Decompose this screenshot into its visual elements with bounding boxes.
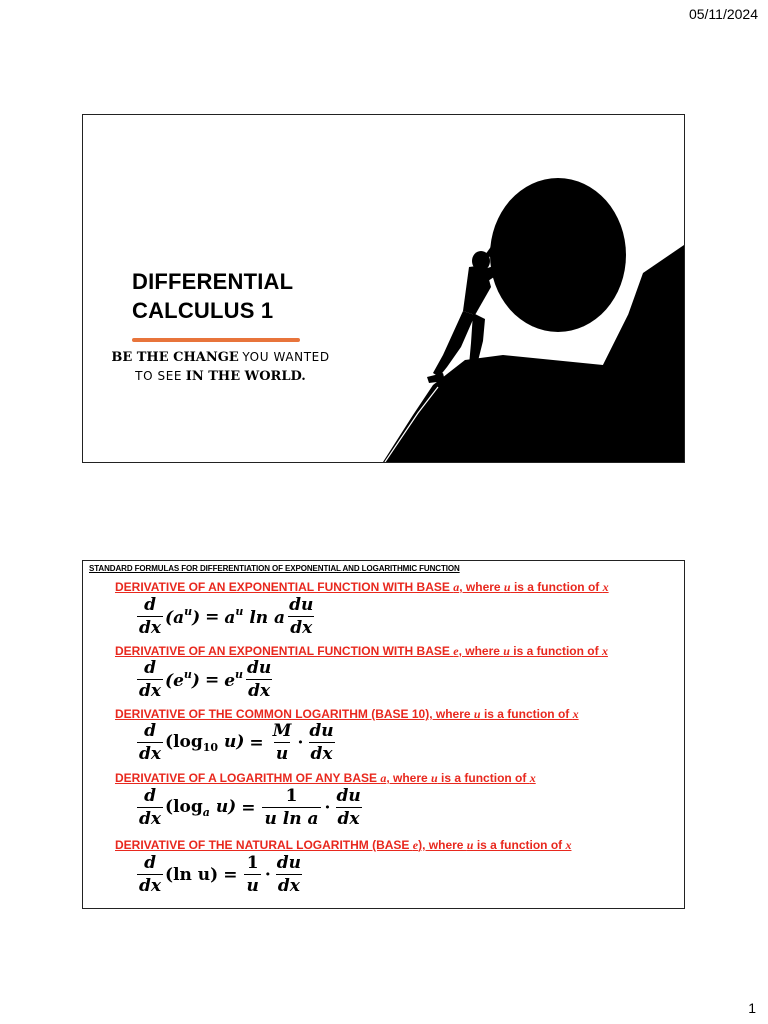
subhead-var: u [466,838,474,852]
formula-exponential-base-a [135,595,317,638]
subhead-var: a [380,771,387,785]
subhead-var: u [431,771,438,785]
lhs-close: u) [218,731,245,752]
one-over-u-ln-a-fraction [262,786,320,829]
frac-num: du [336,786,361,806]
subhead-var: a [453,580,460,594]
rhs-base: a [224,608,236,628]
frac-den: dx [139,809,162,829]
lhs-base: (e [165,671,184,691]
multiply-dot: · [264,864,271,885]
subhead-var: x [565,838,572,852]
frac-num: du [289,595,314,615]
slide-title [132,267,293,325]
rhs-expression [224,668,243,691]
lhs-expression [165,605,200,628]
formulas-heading: STANDARD FORMULAS FOR DIFFERENTIATION OF EXPONENTIAL AND LOGARITHMIC FUNCTION [89,564,460,573]
subhead-common-log [115,707,579,722]
frac-num: d [144,853,156,873]
lhs-expression [165,732,244,754]
frac-num: d [144,658,156,678]
equals-sign: = [223,864,238,885]
subhead-exponential-base-a [115,580,609,595]
lhs-subscript: 10 [202,740,219,754]
du-dx-fraction [245,658,273,701]
du-dx-fraction [275,853,303,896]
title-line-2: CALCULUS 1 [132,298,274,323]
tagline [103,348,338,386]
page-number: 1 [748,1000,756,1016]
rhs-expression [224,605,285,628]
equals-sign: = [204,669,220,690]
subhead-text: , where [386,771,432,785]
subhead-var: e [412,838,419,852]
subhead-text: is a function of [509,644,602,658]
subhead-text: DERIVATIVE OF AN EXPONENTIAL FUNCTION WITH BASE [115,644,454,658]
lhs-exponent: u [183,668,192,681]
frac-num: d [144,595,156,615]
frac-den: dx [139,681,162,701]
page-date: 05/11/2024 [688,6,758,22]
lhs-base: (log [165,731,203,752]
d-dx-operator [137,786,163,829]
subhead-text: , where [459,580,504,594]
subhead-natural-log [115,838,571,853]
frac-den: dx [139,618,162,638]
equals-sign: = [241,797,256,818]
subhead-var: e [453,644,459,658]
rhs-exponent: u [235,668,244,681]
frac-num: du [247,658,272,678]
du-dx-fraction [307,721,335,764]
formula-common-log [135,721,338,764]
du-dx-fraction [334,786,362,829]
formulas-slide [82,560,685,909]
equals-sign: = [249,732,264,753]
subhead-exponential-base-e [115,644,608,659]
subhead-text: DERIVATIVE OF A LOGARITHM OF ANY BASE [115,771,381,785]
lhs-subscript: a [202,805,210,819]
formula-log-base-a [135,786,365,829]
subhead-var: x [572,707,579,721]
frac-num: du [309,721,334,741]
lhs-expression [165,668,200,691]
subhead-text: DERIVATIVE OF AN EXPONENTIAL FUNCTION WITH BASE [115,580,454,594]
subhead-text: DERIVATIVE OF THE NATURAL LOGARITHM (BASE [115,838,413,852]
subhead-log-base-a [115,771,536,786]
frac-num: d [144,786,156,806]
multiply-dot: · [297,732,304,753]
one-over-u-fraction [244,853,260,896]
subhead-text: is a function of [480,707,573,721]
subhead-var: x [529,771,536,785]
lhs-exponent: u [184,605,193,618]
frac-num: M [272,721,292,741]
du-dx-fraction [287,595,315,638]
multiply-dot: · [324,797,331,818]
frac-den: dx [337,809,360,829]
frac-num: 1 [285,786,298,806]
tagline-part-3: TO SEE [135,369,183,383]
rhs-tail: ln a [243,608,286,628]
lhs-expression [165,797,236,819]
equals-sign: = [205,606,220,627]
subhead-var: u [503,580,511,594]
lhs-close: u) [209,796,237,817]
d-dx-operator [137,721,163,764]
subhead-var: x [602,580,609,594]
d-dx-operator [137,853,163,896]
lhs-base: (log [165,796,203,817]
subhead-text: is a function of [437,771,530,785]
subhead-text: DERIVATIVE OF THE COMMON LOGARITHM (BASE 10), where [115,707,474,721]
lhs-base: (a [165,608,185,628]
title-line-1: DIFFERENTIAL [132,269,294,294]
frac-num: d [144,721,156,741]
m-over-u-fraction [271,721,294,764]
title-underline-bar [132,338,300,342]
formula-exponential-base-e [135,658,275,701]
rhs-base: e [224,671,236,691]
frac-den: u ln a [264,809,319,829]
subhead-text: , where [458,644,504,658]
lhs-close: ) [191,671,200,691]
title-slide [82,114,685,463]
tagline-part-1: BE THE CHANGE [111,350,239,365]
frac-den: dx [290,618,313,638]
subhead-var: x [601,644,608,658]
frac-num: du [276,853,302,873]
formula-natural-log [135,853,305,896]
frac-num: 1 [246,853,259,873]
frac-den: dx [139,876,162,896]
subhead-text: ), where [418,838,467,852]
frac-den: u [246,876,259,896]
d-dx-operator [137,658,163,701]
tagline-part-2: YOU WANTED [242,350,330,364]
rhs-exponent: u [235,605,244,618]
subhead-var: u [503,644,510,658]
lhs-expression: (ln u) [165,864,219,885]
subhead-text: is a function of [510,580,603,594]
lhs-close: ) [192,608,201,628]
subhead-text: is a function of [473,838,566,852]
subhead-var: u [473,707,481,721]
tagline-part-4: IN THE WORLD. [185,369,306,384]
frac-den: dx [277,876,300,896]
frac-den: dx [310,744,333,764]
frac-den: u [275,744,289,764]
frac-den: dx [139,744,162,764]
frac-den: dx [248,681,271,701]
d-dx-operator [137,595,163,638]
